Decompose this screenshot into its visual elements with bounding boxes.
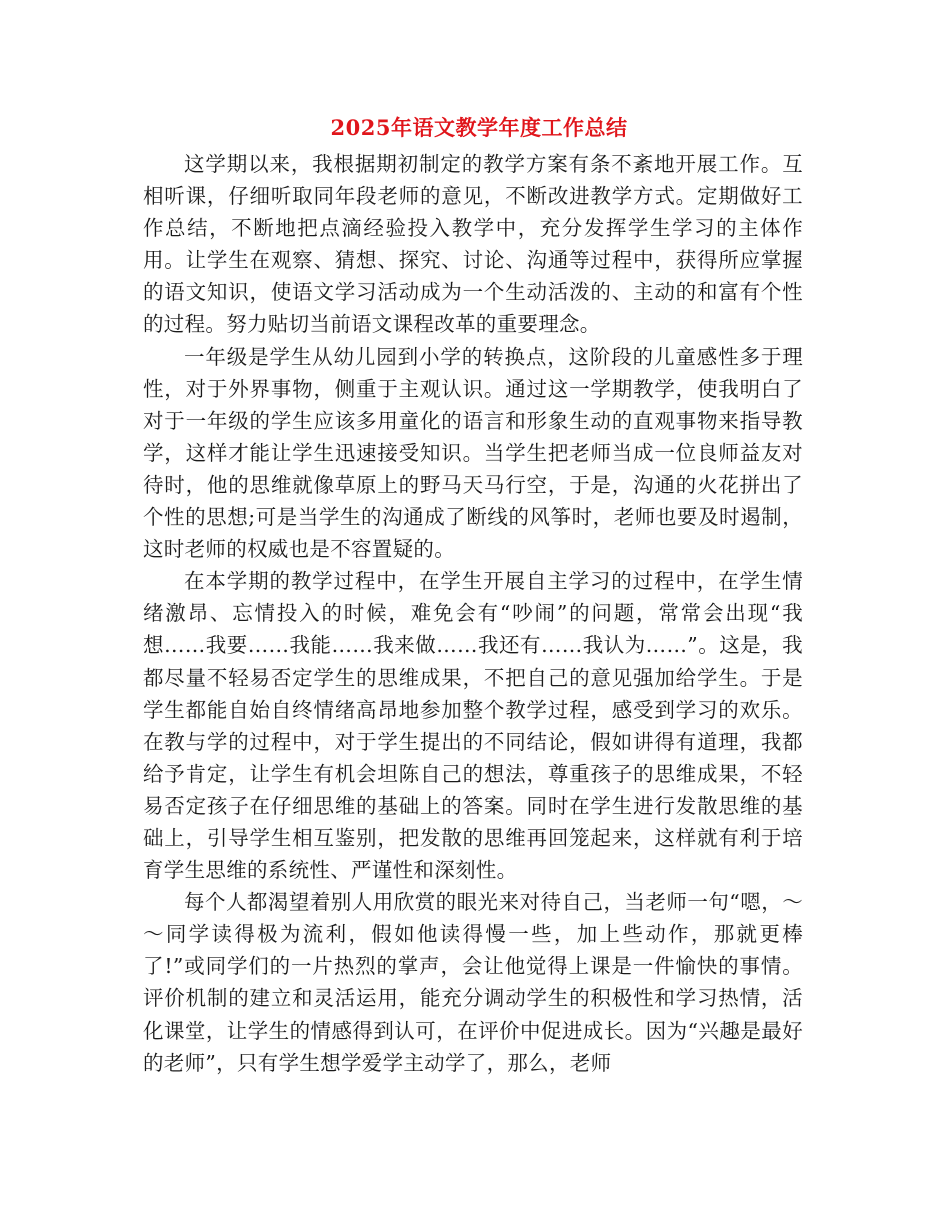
paragraph-3: 在本学期的教学过程中，在学生开展自主学习的过程中，在学生情绪激昂、忘情投入的时候，难免会有“吵闹”的问题，常常会出现“我想……我要……我能……我来做……我还有……我认为……”。这是，我都尽量不轻易否定学生的思维成果，不把自己的意见强加给学生。于是学生都能自始自终情绪高昂地参加整个教学过程，感受到学习的欢乐。在教与学的过程中，对于学生提出的不同结论，假如讲得有道理，我都给予肯定，让学生有机会坦陈自己的想法，尊重孩子的思维成果，不轻易否定孩子在仔细思维的基础上的答案。同时在学生进行发散思维的基础上，引导学生相互鉴别，把发散的思维再回笼起来，这样就有利于培育学生思维的系统性、严谨性和深刻性。 (143, 569, 803, 883)
paragraph-4: 每个人都渴望着别人用欣赏的眼光来对待自己，当老师一句“嗯，～～同学读得极为流利，假如他读得慢一些，加上些动作，那就更棒了!”或同学们的一片热烈的掌声，会让他觉得上课是一件愉快的事情。评价机制的建立和灵活运用，能充分调动学生的积极性和学习热情，活化课堂，让学生的情感得到认可，在评价中促进成长。因为“兴趣是最好的老师”，只有学生想学爱学主动学了，那么，老师 (143, 890, 803, 1075)
document-page (143, 108, 803, 1079)
paragraph-1: 这学期以来，我根据期初制定的教学方案有条不紊地开展工作。互相听课，仔细听取同年段老师的意见，不断改进教学方式。定期做好工作总结，不断地把点滴经验投入教学中，充分发挥学生学习的主体作用。让学生在观察、猜想、探究、讨论、沟通等过程中，获得所应掌握的语文知识，使语文学习活动成为一个生动活泼的、主动的和富有个性的过程。努力贴切当前语文课程改革的重要理念。 (143, 152, 803, 337)
paragraph-2: 一年级是学生从幼儿园到小学的转换点，这阶段的儿童感性多于理性，对于外界事物，侧重于主观认识。通过这一学期教学，使我明白了对于一年级的学生应该多用童化的语言和形象生动的直观事物来指导教学，这样才能让学生迅速接受知识。当学生把老师当成一位良师益友对待时，他的思维就像草原上的野马天马行空，于是，沟通的火花拼出了个性的思想;可是当学生的沟通成了断线的风筝时，老师也要及时遏制，这时老师的权威也是不容置疑的。 (143, 344, 803, 562)
document-title: 2025年语文教学年度工作总结 (330, 115, 628, 140)
